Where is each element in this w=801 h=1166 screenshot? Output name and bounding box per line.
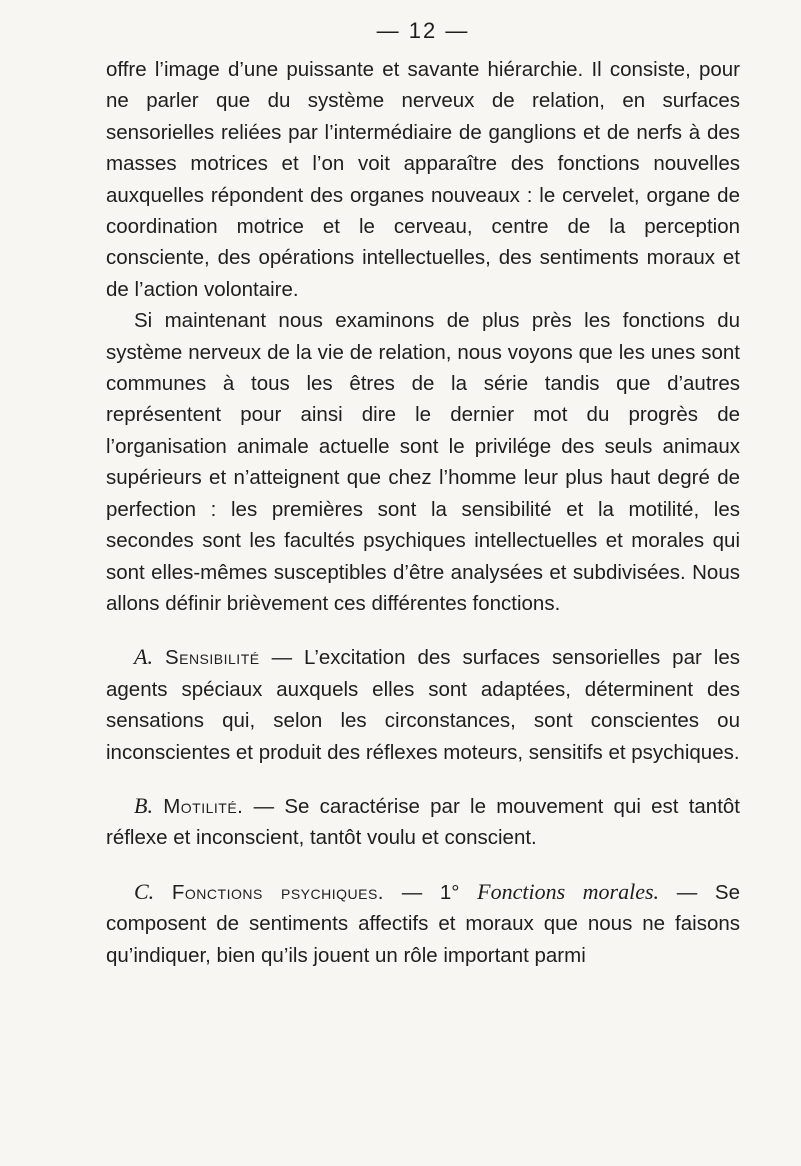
section-a [106,641,740,768]
section-c-letter: C. [134,878,155,904]
page-number: — 12 — [376,18,470,43]
section-a-title: Sensibilité [164,646,260,670]
book-page [106,18,740,971]
section-a-letter: A. [134,644,153,670]
section-c-separator: — 1° [384,880,478,904]
section-b [106,790,740,854]
section-b-title: Motilité. [163,794,244,818]
section-c-subtitle: Fonctions morales. [477,878,660,904]
section-b-letter: B. [134,792,153,818]
section-c-text: — Se composent de sentiments affectifs et moraux que nous ne faisons qu’indiquer, bien qu’ils jouent un rôle important parmi [106,880,741,967]
section-a-text: — L’excitation des surfaces sensorielles par les agents spéciaux auxquels elles sont adaptées, déterminent des sensations qui, selon les circonstances, sont conscientes ou inconscientes et produit des réflexes moteurs, sensitifs et psychiques. [106,646,740,764]
section-b-text: — Se caractérise par le mouvement qui est tantôt réflexe et inconscient, tantôt voulu et conscient. [106,794,741,850]
section-c-title: Fonctions psychiques. [171,880,384,904]
paragraph-2: Si maintenant nous examinons de plus près les fonctions du système nerveux de la vie de relation, nous voyons que les unes sont communes à tous les êtres de la série tandis que d’autres représentent pour ainsi dire le dernier mot du progrès de l’organisation animale actuelle sont le privilége des seuls animaux supérieurs et n’atteignent que chez l’homme leur plus haut degré de perfection : les premières sont la sensibilité et la motilité, les secondes sont les facultés psychiques intellectuelles et morales qui sont elles-mêmes susceptibles d’être analysées et subdivisées. Nous allons définir brièvement ces différentes fonctions. [106,309,740,615]
paragraph-1: offre l’image d’une puissante et savante hiérarchie. Il consiste, pour ne parler que du système nerveux de relation, en surfaces sensorielles reliées par l’intermédiaire de ganglions et de nerfs à des masses motrices et l’on voit apparaître des fonctions nouvelles auxquelles répondent des organes nouveaux : le cervelet, organe de coordination motrice et le cerveau, centre de la perception consciente, des opérations intellectuelles, des sentiments moraux et de l’action volontaire. [106,58,740,301]
section-c [106,876,740,971]
